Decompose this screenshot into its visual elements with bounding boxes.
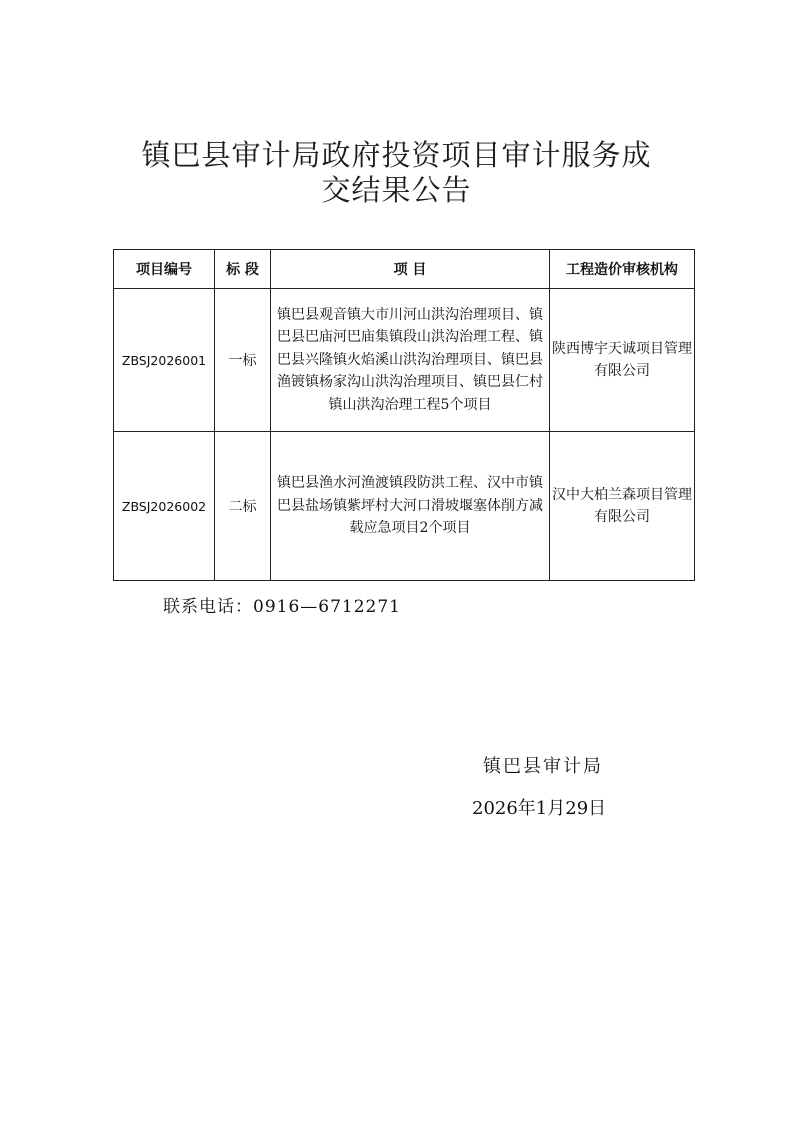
audit-org-cell: 陕西博宇天诚项目管理有限公司 [550, 289, 695, 432]
project-code-cell: ZBSJ2026001 [114, 289, 215, 432]
issue-date: 2026年1月29日 [472, 798, 607, 819]
project-cell: 镇巴县观音镇大市川河山洪沟治理项目、镇巴县巴庙河巴庙集镇段山洪沟治理工程、镇巴县兴隆镇火焰溪山洪沟治理项目、镇巴县渔镀镇杨家沟山洪沟治理项目、镇巴县仁村镇山洪沟治理工程5个项目 [271, 289, 550, 432]
results-table [113, 249, 695, 581]
announcement-title-line2: 交结果公告 [321, 173, 472, 207]
lot-cell: 一标 [215, 289, 271, 432]
announcement-title-line1: 镇巴县审计局政府投资项目审计服务成 [141, 138, 652, 172]
issuer-name: 镇巴县审计局 [483, 756, 603, 777]
table-row [114, 289, 695, 432]
audit-org-cell: 汉中大柏兰森项目管理有限公司 [550, 432, 695, 581]
lot-cell: 二标 [215, 432, 271, 581]
contact-phone: 联系电话：0916—6712271 [163, 597, 401, 617]
header-lot: 标 段 [215, 250, 271, 289]
header-project-code: 项目编号 [114, 250, 215, 289]
project-cell: 镇巴县渔水河渔渡镇段防洪工程、汉中市镇巴县盐场镇紫坪村大河口滑坡堰塞体削方减载应急项目2个项目 [271, 432, 550, 581]
project-code-cell: ZBSJ2026002 [114, 432, 215, 581]
header-audit-org: 工程造价审核机构 [550, 250, 695, 289]
table-row [114, 432, 695, 581]
header-project: 项 目 [271, 250, 550, 289]
table-header-row [114, 250, 695, 289]
